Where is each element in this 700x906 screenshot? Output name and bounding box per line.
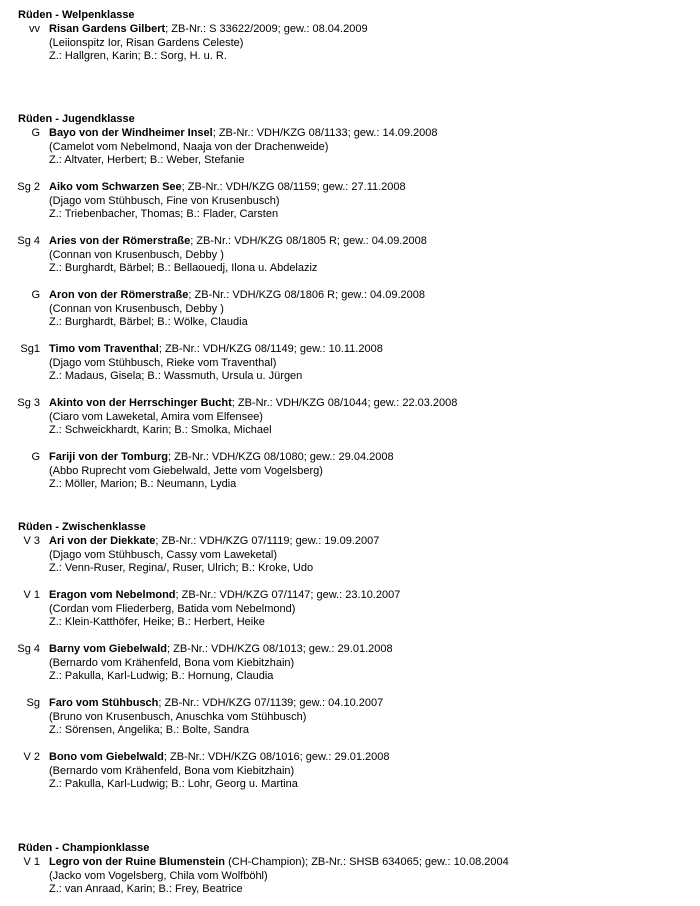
registry-details: ; ZB-Nr.: VDH/KZG 08/1013; gew.: 29.01.2008: [166, 643, 393, 655]
breeder-owner-line: Z.: Sörensen, Angelika; B.: Bolte, Sandra: [49, 724, 249, 736]
dog-entry: [0, 451, 700, 492]
entry-title-line: [49, 127, 438, 141]
dog-name: Bono vom Giebelwald: [49, 751, 164, 763]
parents-line: (Connan von Krusenbusch, Debby ): [49, 302, 224, 315]
grade-label: V 1: [23, 589, 40, 601]
parents-line: (Leiionspitz Ior, Risan Gardens Celeste): [49, 36, 244, 49]
breeder-owner-line: Z.: Madaus, Gisela; B.: Wassmuth, Ursula u. Jürgen: [49, 370, 303, 382]
grade-label: G: [31, 289, 40, 301]
breeder-owner-line: Z.: Pakulla, Karl-Ludwig; B.: Lohr, Georg u. Martina: [49, 778, 298, 790]
registry-details: ; ZB-Nr.: VDH/KZG 08/1806 R; gew.: 04.09.2008: [188, 289, 425, 301]
class-heading: Rüden - Jugendklasse: [18, 113, 135, 125]
registry-details: ; ZB-Nr.: VDH/KZG 08/1044; gew.: 22.03.2008: [231, 397, 458, 409]
dog-name: Fariji von der Tomburg: [49, 451, 168, 463]
grade-label: V 3: [23, 535, 40, 547]
breeder-owner-line: Z.: Altvater, Herbert; B.: Weber, Stefanie: [49, 154, 245, 166]
breeder-owner-line: Z.: van Anraad, Karin; B.: Frey, Beatrice: [49, 883, 243, 895]
breeder-owner-line: Z.: Klein-Katthöfer, Heike; B.: Herbert, Heike: [49, 616, 265, 628]
dog-entry: [0, 343, 700, 384]
parents-line: (Bernardo vom Krähenfeld, Bona vom Kiebitzhain): [49, 764, 295, 777]
parents-line: (Djago vom Stühbusch, Fine von Krusenbusch): [49, 194, 280, 207]
registry-details: ; ZB-Nr.: VDH/KZG 08/1149; gew.: 10.11.2008: [158, 343, 383, 355]
dog-entry: [0, 397, 700, 438]
dog-name: Akinto von der Herrschinger Bucht: [49, 397, 232, 409]
dog-name: Legro von der Ruine Blumenstein: [49, 856, 226, 868]
parents-line: (Abbo Ruprecht vom Giebelwald, Jette vom Vogelsberg): [49, 464, 323, 477]
dog-name: Aries von der Römerstraße: [49, 235, 191, 247]
breeder-owner-line: Z.: Möller, Marion; B.: Neumann, Lydia: [49, 478, 237, 490]
class-heading: Rüden - Welpenklasse: [18, 9, 135, 21]
dog-entry: [0, 751, 700, 792]
dog-name: Bayo von der Windheimer Insel: [49, 127, 213, 139]
entry-title-line: [49, 751, 390, 765]
registry-details: ; ZB-Nr.: S 33622/2009; gew.: 08.04.2009: [165, 23, 368, 35]
dog-entry: [0, 181, 700, 222]
parents-line: (Ciaro vom Laweketal, Amira vom Elfensee): [49, 410, 263, 423]
parents-line: (Connan von Krusenbusch, Debby ): [49, 248, 224, 261]
entry-title-line: [49, 23, 368, 37]
breeder-owner-line: Z.: Hallgren, Karin; B.: Sorg, H. u. R.: [49, 50, 227, 62]
dog-entry: [0, 235, 700, 276]
dog-entry: [0, 535, 700, 576]
entry-title-line: [49, 343, 383, 357]
entry-title-line: [49, 181, 406, 195]
dog-name: Aron von der Römerstraße: [49, 289, 189, 301]
registry-details: ; ZB-Nr.: VDH/KZG 08/1805 R; gew.: 04.09.2008: [190, 235, 427, 247]
registry-details: ; ZB-Nr.: VDH/KZG 07/1119; gew.: 19.09.2007: [155, 535, 380, 547]
parents-line: (Cordan vom Fliederberg, Batida vom Nebelmond): [49, 602, 296, 615]
entry-title-line: [49, 289, 425, 303]
grade-label: V 1: [23, 856, 40, 868]
dog-entry: [0, 589, 700, 630]
dog-name: Barny vom Giebelwald: [49, 643, 167, 655]
grade-label: Sg 4: [17, 643, 40, 655]
registry-details: ; ZB-Nr.: VDH/KZG 07/1147; gew.: 23.10.2007: [175, 589, 401, 601]
grade-label: G: [31, 127, 40, 139]
dog-entry: [0, 643, 700, 684]
registry-details: ; ZB-Nr.: VDH/KZG 07/1139; gew.: 04.10.2007: [158, 697, 384, 709]
entry-title-line: [49, 397, 457, 411]
dog-entry: [0, 856, 700, 897]
dog-name: Timo vom Traventhal: [49, 343, 159, 355]
dog-name: Risan Gardens Gilbert: [49, 23, 166, 35]
grade-label: Sg 3: [17, 397, 40, 409]
parents-line: (Camelot vom Nebelmond, Naaja von der Drachenweide): [49, 140, 329, 153]
entry-title-line: [49, 643, 393, 657]
breeder-owner-line: Z.: Triebenbacher, Thomas; B.: Flader, Carsten: [49, 208, 279, 220]
entry-title-line: [49, 589, 400, 603]
grade-label: Sg 4: [17, 235, 40, 247]
registry-details: ; ZB-Nr.: VDH/KZG 08/1133; gew.: 14.09.2008: [212, 127, 438, 139]
grade-label: vv: [29, 23, 40, 35]
entry-title-line: [49, 535, 379, 549]
grade-label: G: [31, 451, 40, 463]
parents-line: (Bruno von Krusenbusch, Anuschka vom Stühbusch): [49, 710, 307, 723]
grade-label: Sg1: [20, 343, 40, 355]
registry-details: ; ZB-Nr.: VDH/KZG 08/1159; gew.: 27.11.2008: [181, 181, 406, 193]
entry-title-line: [49, 697, 383, 711]
dog-entry: [0, 697, 700, 738]
breeder-owner-line: Z.: Venn-Ruser, Regina/, Ruser, Ulrich; B.: Kroke, Udo: [49, 562, 314, 574]
registry-details: (CH-Champion); ZB-Nr.: SHSB 634065; gew.: 10.08.2004: [225, 856, 509, 868]
breeder-owner-line: Z.: Pakulla, Karl-Ludwig; B.: Hornung, Claudia: [49, 670, 274, 682]
registry-details: ; ZB-Nr.: VDH/KZG 08/1016; gew.: 29.01.2008: [163, 751, 390, 763]
grade-label: V 2: [23, 751, 40, 763]
dog-name: Ari von der Diekkate: [49, 535, 156, 547]
entry-title-line: [49, 451, 394, 465]
dog-name: Aiko vom Schwarzen See: [49, 181, 182, 193]
entry-title-line: [49, 235, 427, 249]
breeder-owner-line: Z.: Schweickhardt, Karin; B.: Smolka, Michael: [49, 424, 272, 436]
grade-label: Sg 2: [17, 181, 40, 193]
parents-line: (Djago vom Stühbusch, Cassy vom Laweketal): [49, 548, 278, 561]
grade-label: Sg: [26, 697, 40, 709]
class-heading: Rüden - Zwischenklasse: [18, 521, 146, 533]
class-heading: Rüden - Championklasse: [18, 842, 150, 854]
breeder-owner-line: Z.: Burghardt, Bärbel; B.: Bellaouedj, Ilona u. Abdelaziz: [49, 262, 318, 274]
dog-entry: [0, 289, 700, 330]
parents-line: (Bernardo vom Krähenfeld, Bona vom Kiebitzhain): [49, 656, 295, 669]
parents-line: (Jacko vom Vogelsberg, Chila vom Wolfböhl): [49, 869, 268, 882]
dog-name: Faro vom Stühbusch: [49, 697, 159, 709]
entry-title-line: [49, 856, 509, 870]
dog-entry: [0, 127, 700, 168]
parents-line: (Djago vom Stühbusch, Rieke vom Traventhal): [49, 356, 277, 369]
registry-details: ; ZB-Nr.: VDH/KZG 08/1080; gew.: 29.04.2008: [167, 451, 394, 463]
dog-name: Eragon vom Nebelmond: [49, 589, 176, 601]
dog-entry: [0, 23, 700, 64]
breeder-owner-line: Z.: Burghardt, Bärbel; B.: Wölke, Claudia: [49, 316, 248, 328]
